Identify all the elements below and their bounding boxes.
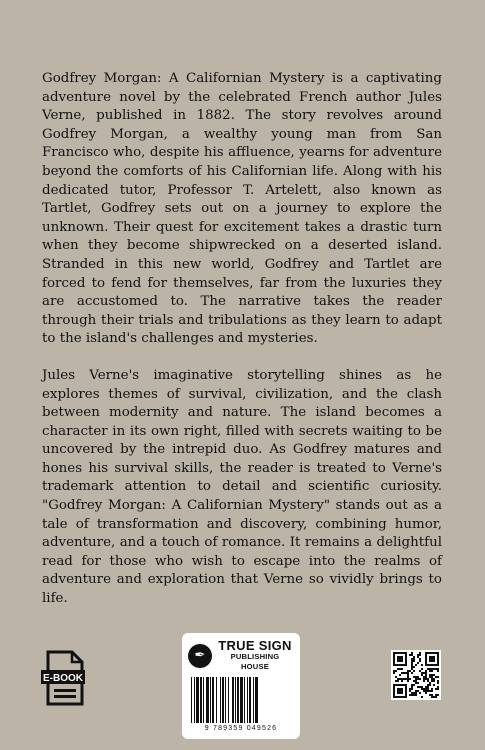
blurb-paragraph-1: Godfrey Morgan: A Californian Mystery is a captivating adventure novel by the celebrated French author Jules Verne, published in 1882. The story revolves around Godfrey Morgan, a wealthy young man from San Francisco who, despite his affluence, yearns for adventure beyond the comforts of his Californian life. Along with his dedicated tutor, Professor T. Artelett, also known as Tartlet, Godfrey sets out on a journey to explore the unknown. Their quest for excitement takes a drastic turn when they become shipwrecked on a deserted island. Stranded in this new world, Godfrey and Tartlet are forced to fend for themselves, far from the luxuries they are accustomed to. The narrative takes the reader through their trials and tribulations as they learn to adapt to the island's challenges and mysteries. <box>42 71 442 347</box>
blurb-text <box>42 70 442 627</box>
qr-code-icon <box>391 650 441 700</box>
publisher-barcode-panel <box>182 633 300 739</box>
blurb-paragraph-2: Jules Verne's imaginative storytelling shines as he explores themes of survival, civilization, and the clash between modernity and nature. The island becomes a character in its own right, filled with secrets waiting to be uncovered by the intrepid duo. As Godfrey matures and hones his survival skills, the reader is treated to Verne's trademark attention to detail and scientific curiosity. "Godfrey Morgan: A Californian Mystery" stands out as a tale of transformation and discovery, combining humor, adventure, and a touch of romance. It remains a delightful read for those who wish to escape into the realms of adventure and exploration that Verne so vividly brings to life. <box>42 367 442 607</box>
publisher-subtitle: PUBLISHING HOUSE <box>230 652 280 671</box>
publisher-name: TRUE SIGN <box>218 638 292 653</box>
quill-logo-icon: ✒ <box>188 644 212 668</box>
ebook-label: E-BOOK <box>43 673 83 684</box>
ebook-icon <box>40 650 88 708</box>
isbn-barcode <box>188 677 294 725</box>
isbn-number: 9 789359 049526 <box>204 725 278 732</box>
